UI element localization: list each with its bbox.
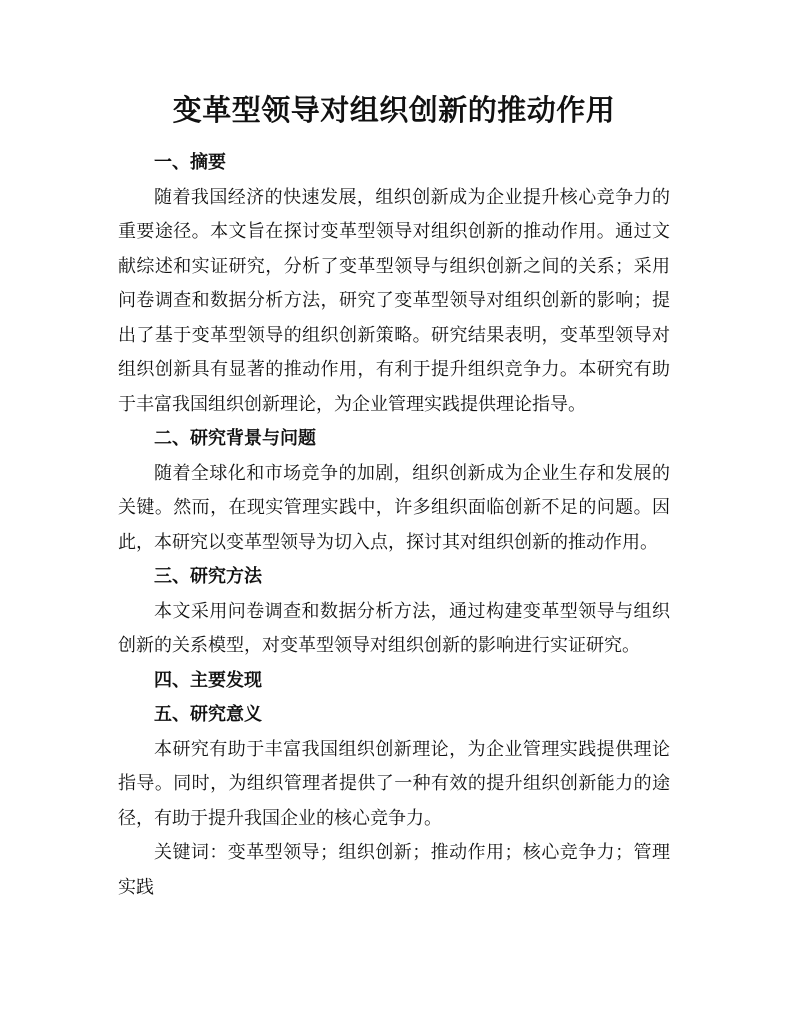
document-title: 变革型领导对组织创新的推动作用	[172, 93, 616, 127]
section-significance	[118, 698, 670, 905]
section-methods	[118, 560, 670, 664]
section-heading-findings: 四、主要发现	[154, 669, 262, 691]
section-findings	[118, 664, 670, 699]
section-heading-methods: 三、研究方法	[154, 566, 262, 587]
section-abstract	[118, 146, 670, 422]
section-heading-background: 二、研究背景与问题	[154, 428, 316, 449]
section-background	[118, 422, 670, 560]
keywords-paragraph: 关键词：变革型领导；组织创新；推动作用；核心竞争力；管理实践	[118, 842, 670, 898]
abstract-paragraph: 随着我国经济的快速发展，组织创新成为企业提升核心竞争力的重要途径。本文旨在探讨变革型领导对组织创新的推动作用。通过文献综述和实证研究，分析了变革型领导与组织创新之间的关系；采用问卷调查和数据分析方法，研究了变革型领导对组织创新的影响；提出了基于变革型领导的组织创新策略。研究结果表明，变革型领导对组织创新具有显著的推动作用，有利于提升组织竞争力。本研究有助于丰富我国组织创新理论，为企业管理实践提供理论指导。	[118, 186, 670, 415]
section-heading-abstract: 一、摘要	[154, 152, 226, 173]
methods-paragraph: 本文采用问卷调查和数据分析方法，通过构建变革型领导与组织创新的关系模型，对变革型领导对组织创新的影响进行实证研究。	[118, 600, 670, 656]
significance-paragraph: 本研究有助于丰富我国组织创新理论，为企业管理实践提供理论指导。同时，为组织管理者提供了一种有效的提升组织创新能力的途径，有助于提升我国企业的核心竞争力。	[118, 738, 670, 829]
section-heading-significance: 五、研究意义	[154, 704, 262, 725]
background-paragraph: 随着全球化和市场竞争的加剧，组织创新成为企业生存和发展的关键。然而，在现实管理实践中，许多组织面临创新不足的问题。因此，本研究以变革型领导为切入点，探讨其对组织创新的推动作用。	[118, 462, 670, 553]
document-page	[118, 88, 670, 905]
